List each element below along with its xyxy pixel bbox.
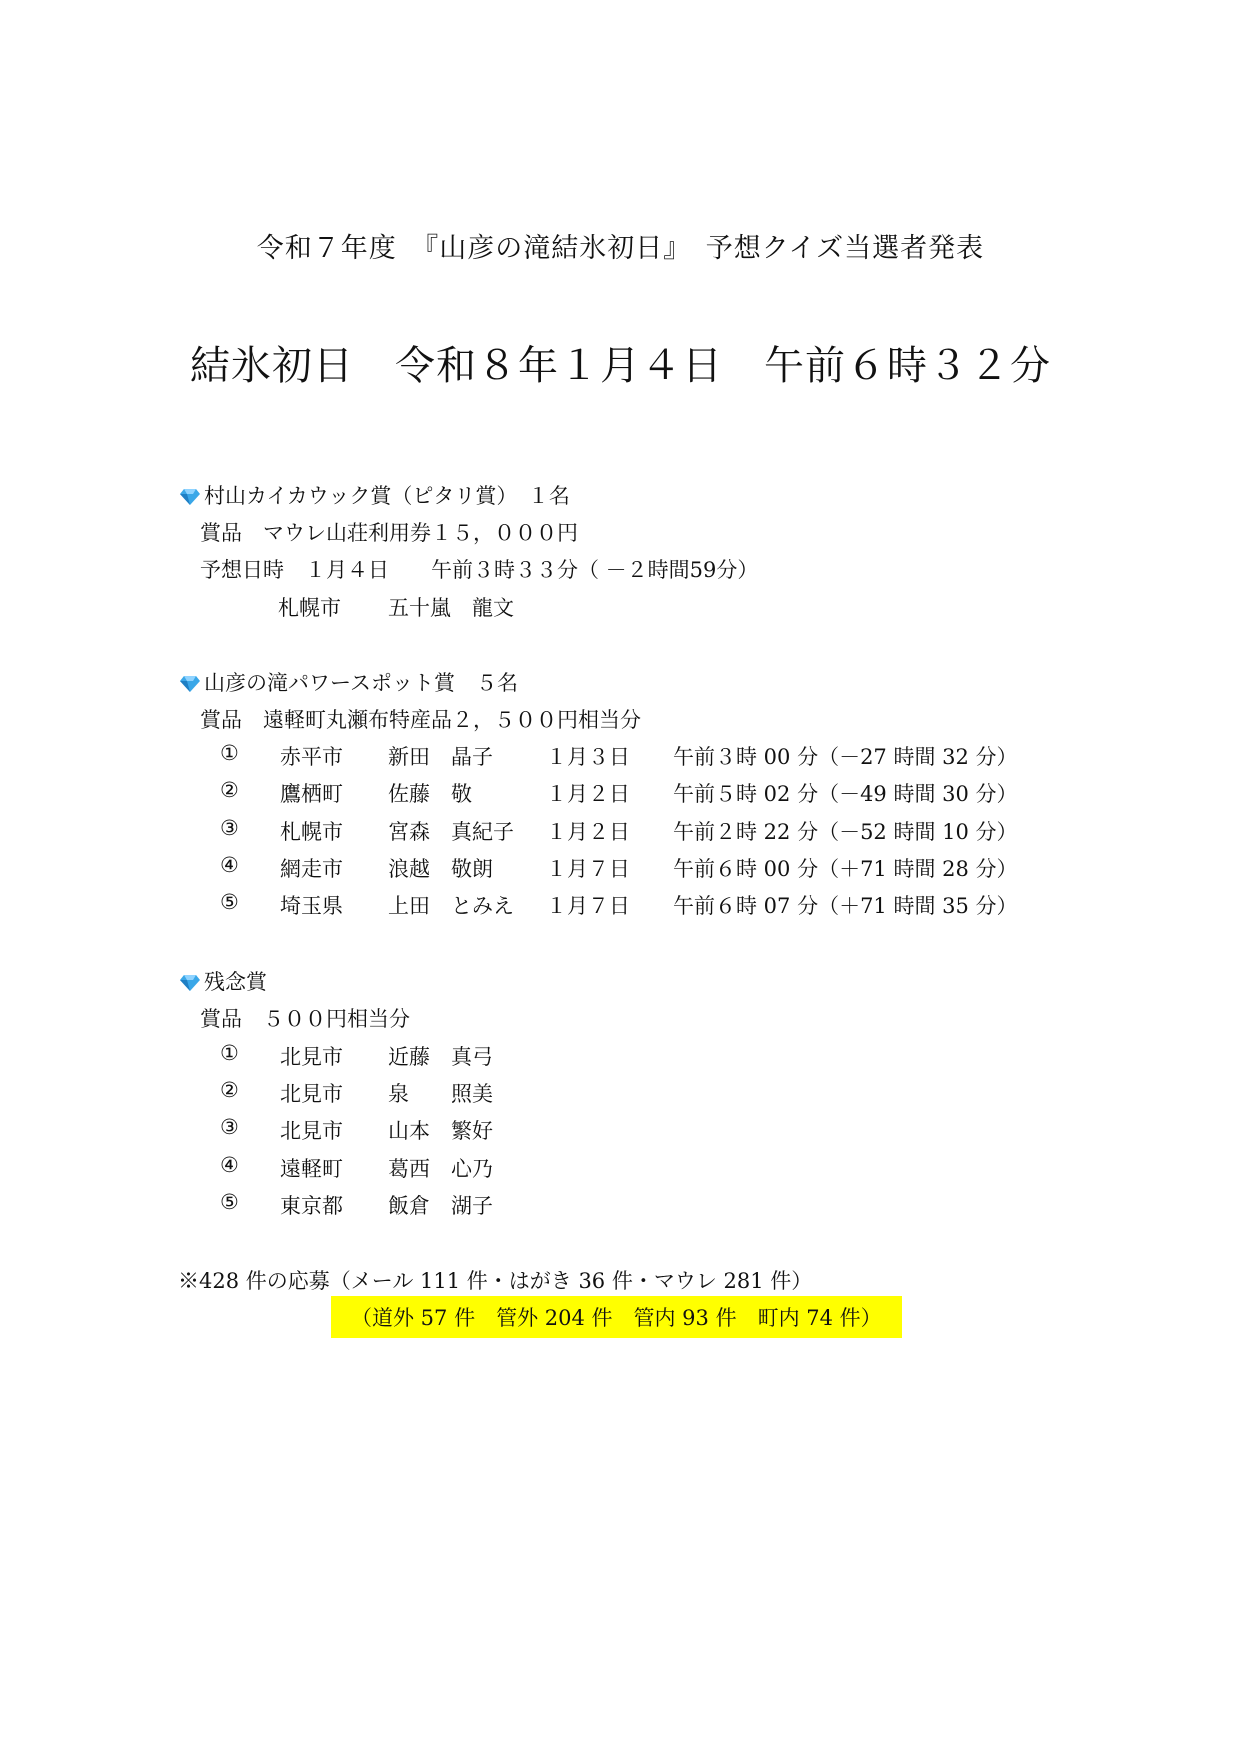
row-number: ③ (220, 816, 239, 840)
prize3-item: 賞品 ５００円相当分 (200, 1007, 410, 1031)
row-number: ② (220, 1078, 239, 1102)
row-city: 網走市 (280, 857, 343, 881)
row-city: 北見市 (280, 1045, 343, 1069)
prize1-winner: 五十嵐 龍文 (388, 596, 514, 620)
row-number: ④ (220, 853, 239, 877)
row-date: １月７日 (546, 894, 630, 918)
prize1-prediction: 予想日時 １月４日 午前３時３３分（ －２時間59分） (200, 558, 759, 582)
prize1-city: 札幌市 (278, 596, 341, 620)
row-city: 埼玉県 (280, 894, 343, 918)
prize2-name: 山彦の滝パワースポット賞 ５名 (204, 671, 518, 695)
prize3-heading (180, 966, 267, 996)
entry-breakdown: （道外 57 件 管外 204 件 管内 93 件 町内 74 件） (331, 1296, 902, 1338)
prize1-name: 村山カイカウック賞（ピタリ賞） １名 (204, 484, 570, 508)
row-number: ① (220, 741, 239, 765)
row-city: 東京都 (280, 1194, 343, 1218)
row-city: 遠軽町 (280, 1157, 343, 1181)
row-number: ⑤ (220, 890, 239, 914)
row-person: 泉 照美 (388, 1082, 493, 1106)
row-person: 新田 晶子 (388, 745, 493, 769)
row-date: １月２日 (546, 782, 630, 806)
row-time: 午前６時 00 分（＋71 時間 28 分） (673, 857, 1018, 881)
row-person: 山本 繁好 (388, 1119, 493, 1143)
row-date: １月２日 (546, 820, 630, 844)
row-time: 午前３時 00 分（－27 時間 32 分） (673, 745, 1018, 769)
row-time: 午前５時 02 分（－49 時間 30 分） (673, 782, 1018, 806)
row-person: 葛西 心乃 (388, 1157, 493, 1181)
gem-icon (180, 974, 200, 992)
row-time: 午前６時 07 分（＋71 時間 35 分） (673, 894, 1018, 918)
row-city: 赤平市 (280, 745, 343, 769)
row-number: ⑤ (220, 1190, 239, 1214)
row-person: 飯倉 湖子 (388, 1194, 493, 1218)
row-person: 上田 とみえ (388, 894, 514, 918)
row-number: ④ (220, 1153, 239, 1177)
row-person: 佐藤 敬 (388, 782, 472, 806)
prize2-heading (180, 667, 518, 697)
row-city: 北見市 (280, 1119, 343, 1143)
row-city: 鷹栖町 (280, 782, 343, 806)
row-person: 宮森 真紀子 (388, 820, 514, 844)
page-title: 令和７年度 『山彦の滝結氷初日』 予想クイズ当選者発表 (256, 233, 985, 264)
row-date: １月３日 (546, 745, 630, 769)
row-person: 近藤 真弓 (388, 1045, 493, 1069)
row-date: １月７日 (546, 857, 630, 881)
row-number: ② (220, 778, 239, 802)
gem-icon (180, 488, 200, 506)
prize2-item: 賞品 遠軽町丸瀬布特産品２，５００円相当分 (200, 708, 641, 732)
prize1-item: 賞品 マウレ山荘利用券１５，０００円 (200, 521, 578, 545)
entry-total: ※428 件の応募（メール 111 件・はがき 36 件・マウレ 281 件） (178, 1269, 813, 1293)
row-person: 浪越 敬朗 (388, 857, 493, 881)
gem-icon (180, 675, 200, 693)
prize1-heading (180, 480, 570, 510)
row-number: ① (220, 1041, 239, 1065)
row-number: ③ (220, 1115, 239, 1139)
prize3-name: 残念賞 (204, 970, 267, 994)
freeze-date-headline: 結氷初日 令和８年１月４日 午前６時３２分 (190, 343, 1051, 389)
row-city: 札幌市 (280, 820, 343, 844)
row-time: 午前２時 22 分（－52 時間 10 分） (673, 820, 1018, 844)
row-city: 北見市 (280, 1082, 343, 1106)
